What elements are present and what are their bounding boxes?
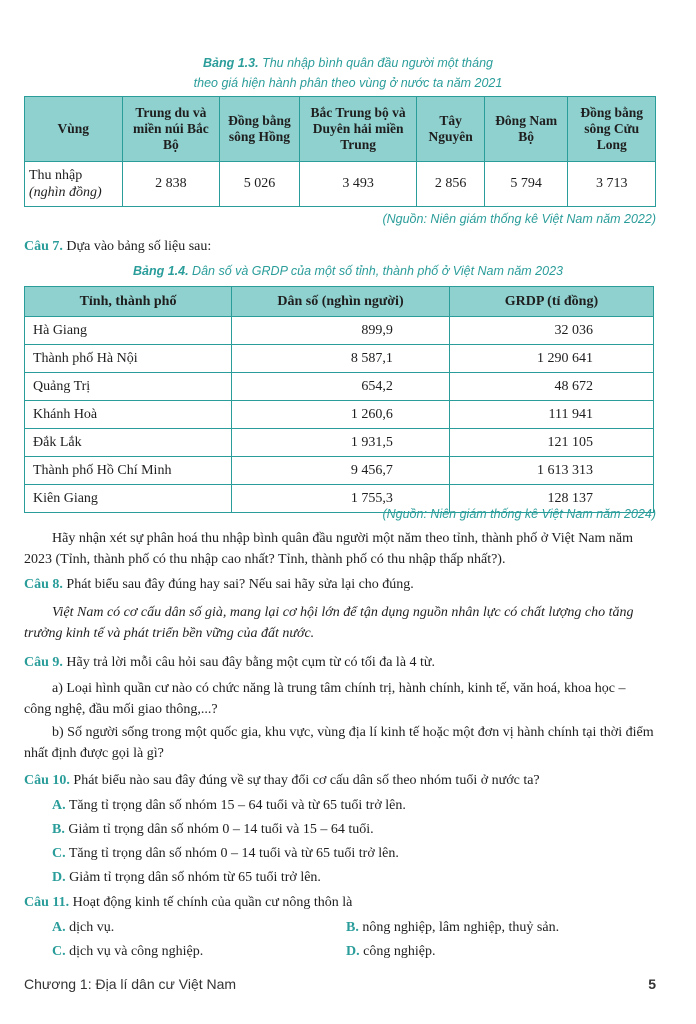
option-text: công nghiệp.	[363, 944, 436, 959]
question-9-a: a) Loại hình quần cư nào có chức năng là trung tâm chính trị, hành chính, kinh tế, văn hoá, khoa học – công nghệ, đầu mối giao thông,...?	[24, 681, 626, 717]
table13-header: Trung du và miền núi Bắc Bộ	[122, 97, 220, 162]
question-11	[24, 892, 656, 913]
table14-cell-province: Quảng Trị	[25, 373, 232, 401]
question-11-label: Câu 11.	[24, 895, 70, 910]
table14-source: (Nguồn: Niên giám thống kê Việt Nam năm 2024)	[382, 507, 656, 521]
table-row	[25, 401, 654, 429]
table14-cell-population: 8 587,1	[232, 345, 450, 373]
table14-cell-province: Khánh Hoà	[25, 401, 232, 429]
table13-source: (Nguồn: Niên giám thống kê Việt Nam năm 2022)	[382, 212, 656, 226]
question-7	[24, 236, 656, 257]
question-8-label: Câu 8.	[24, 577, 63, 592]
question-11-option-c	[52, 942, 203, 962]
question-10-option-c	[52, 844, 399, 864]
option-key: D.	[346, 944, 360, 959]
question-8-text: Phát biểu sau đây đúng hay sai? Nếu sai hãy sửa lại cho đúng.	[66, 577, 414, 592]
table14-header: Tỉnh, thành phố	[25, 287, 232, 317]
table-1-3	[24, 96, 656, 207]
table14-cell-province: Kiên Giang	[25, 485, 232, 513]
table14-cell-grdp: 111 941	[449, 401, 653, 429]
option-text: Tăng tỉ trọng dân số nhóm 15 – 64 tuổi và từ 65 tuổi trở lên.	[68, 798, 406, 813]
table13-header: Đông Nam Bộ	[484, 97, 568, 162]
table14-cell-population: 1 260,6	[232, 401, 450, 429]
table14-cell-grdp: 48 672	[449, 373, 653, 401]
table13-header: Bắc Trung bộ và Duyên hải miền Trung	[299, 97, 417, 162]
question-11-text: Hoạt động kinh tế chính của quần cư nông thôn là	[72, 895, 353, 910]
option-key: B.	[52, 822, 65, 837]
table14-cell-population: 1 931,5	[232, 429, 450, 457]
option-text: dịch vụ.	[69, 920, 115, 935]
table14-cell-population: 654,2	[232, 373, 450, 401]
option-key: D.	[52, 870, 66, 885]
option-text: dịch vụ và công nghiệp.	[69, 944, 204, 959]
question-7-task: Hãy nhận xét sự phân hoá thu nhập bình quân đầu người một năm theo tỉnh, thành phố ở Việt Nam năm 2023 (Tỉnh, thành phố có thu nhập cao nhất? Tỉnh, thành phố có thu nhập thấp nhất?).	[24, 531, 634, 567]
question-7-text: Dựa vào bảng số liệu sau:	[66, 239, 212, 254]
option-key: C.	[52, 944, 66, 959]
table14-cell-grdp: 128 137	[449, 485, 653, 513]
table13-caption-label: Bảng 1.3.	[203, 56, 259, 70]
table14-header: Dân số (nghìn người)	[232, 287, 450, 317]
question-10-option-b	[52, 820, 374, 840]
table13-caption	[0, 56, 696, 70]
option-key: B.	[346, 920, 359, 935]
question-9	[24, 652, 656, 673]
option-text: nông nghiệp, lâm nghiệp, thuỷ sản.	[362, 920, 560, 935]
table13-cell: 5 026	[220, 162, 300, 207]
question-10	[24, 770, 656, 791]
table14-cell-province: Đắk Lắk	[25, 429, 232, 457]
option-key: A.	[52, 920, 66, 935]
table-row	[25, 429, 654, 457]
table14-header: GRDP (tỉ đồng)	[449, 287, 653, 317]
table14-cell-population: 1 755,3	[232, 485, 450, 513]
table14-caption-label: Bảng 1.4.	[132, 264, 189, 278]
question-9-b: b) Số người sống trong một quốc gia, khu vực, vùng địa lí kinh tế hoặc một đơn vị hành chính tại thời điểm nhất định được gọi là gì?	[24, 725, 654, 761]
table13-row-label-text: Thu nhập	[29, 168, 83, 183]
table13-caption-line1: Thu nhập bình quân đầu người một tháng	[262, 56, 493, 70]
question-11-option-a	[52, 918, 114, 938]
table14-cell-grdp: 32 036	[449, 317, 653, 345]
question-7-label: Câu 7.	[24, 239, 63, 254]
table14-cell-province: Thành phố Hà Nội	[25, 345, 232, 373]
table-1-4	[24, 286, 654, 513]
table13-header: Tây Nguyên	[417, 97, 484, 162]
question-10-label: Câu 10.	[24, 773, 70, 788]
table-row	[25, 317, 654, 345]
table13-row-label	[25, 162, 123, 207]
table13-header: Đồng bằng sông Cửu Long	[568, 97, 656, 162]
table14-caption	[0, 264, 696, 278]
question-10-option-a	[52, 796, 406, 816]
table-row	[25, 457, 654, 485]
table13-cell: 3 713	[568, 162, 656, 207]
table13-cell: 3 493	[299, 162, 417, 207]
table14-cell-population: 899,9	[232, 317, 450, 345]
table-row	[25, 345, 654, 373]
option-key: A.	[52, 798, 66, 813]
table13-cell: 2 838	[122, 162, 220, 207]
table14-cell-province: Hà Giang	[25, 317, 232, 345]
option-text: Giảm tỉ trọng dân số nhóm 0 – 14 tuổi và 15 – 64 tuổi.	[68, 822, 374, 837]
table14-cell-province: Thành phố Hồ Chí Minh	[25, 457, 232, 485]
table14-cell-population: 9 456,7	[232, 457, 450, 485]
question-8	[24, 574, 656, 595]
table14-cell-grdp: 1 613 313	[449, 457, 653, 485]
question-11-option-d	[346, 942, 435, 962]
table13-row-unit: (nghìn đồng)	[29, 185, 102, 200]
page-number: 5	[648, 976, 656, 992]
table14-caption-text: Dân số và GRDP của một số tỉnh, thành phố ở Việt Nam năm 2023	[192, 264, 563, 278]
table13-caption-line2: theo giá hiện hành phân theo vùng ở nước ta năm 2021	[193, 76, 503, 90]
option-text: Giảm tỉ trọng dân số nhóm từ 65 tuổi trở lên.	[69, 870, 321, 885]
table13-header: Vùng	[25, 97, 123, 162]
table13-header: Đồng bằng sông Hồng	[220, 97, 300, 162]
question-11-option-b	[346, 918, 559, 938]
table13-cell: 2 856	[417, 162, 484, 207]
option-text: Tăng tỉ trọng dân số nhóm 0 – 14 tuổi và từ 65 tuổi trở lên.	[68, 846, 399, 861]
table-row	[25, 373, 654, 401]
table14-cell-grdp: 121 105	[449, 429, 653, 457]
table13-cell: 5 794	[484, 162, 568, 207]
footer-chapter: Chương 1: Địa lí dân cư Việt Nam	[24, 976, 237, 992]
question-10-option-d	[52, 868, 321, 888]
question-9-label: Câu 9.	[24, 655, 63, 670]
question-10-text: Phát biểu nào sau đây đúng về sự thay đổi cơ cấu dân số theo nhóm tuổi ở nước ta?	[73, 773, 540, 788]
question-9-text: Hãy trả lời mỗi câu hỏi sau đây bằng một cụm từ có tối đa là 4 từ.	[66, 655, 436, 670]
table14-cell-grdp: 1 290 641	[449, 345, 653, 373]
option-key: C.	[52, 846, 66, 861]
question-8-statement: Việt Nam có cơ cấu dân số già, mang lại cơ hội lớn để tận dụng nguồn nhân lực có chất lượng cho tăng trưởng kinh tế và phát triển bền vững của đất nước.	[24, 605, 634, 641]
